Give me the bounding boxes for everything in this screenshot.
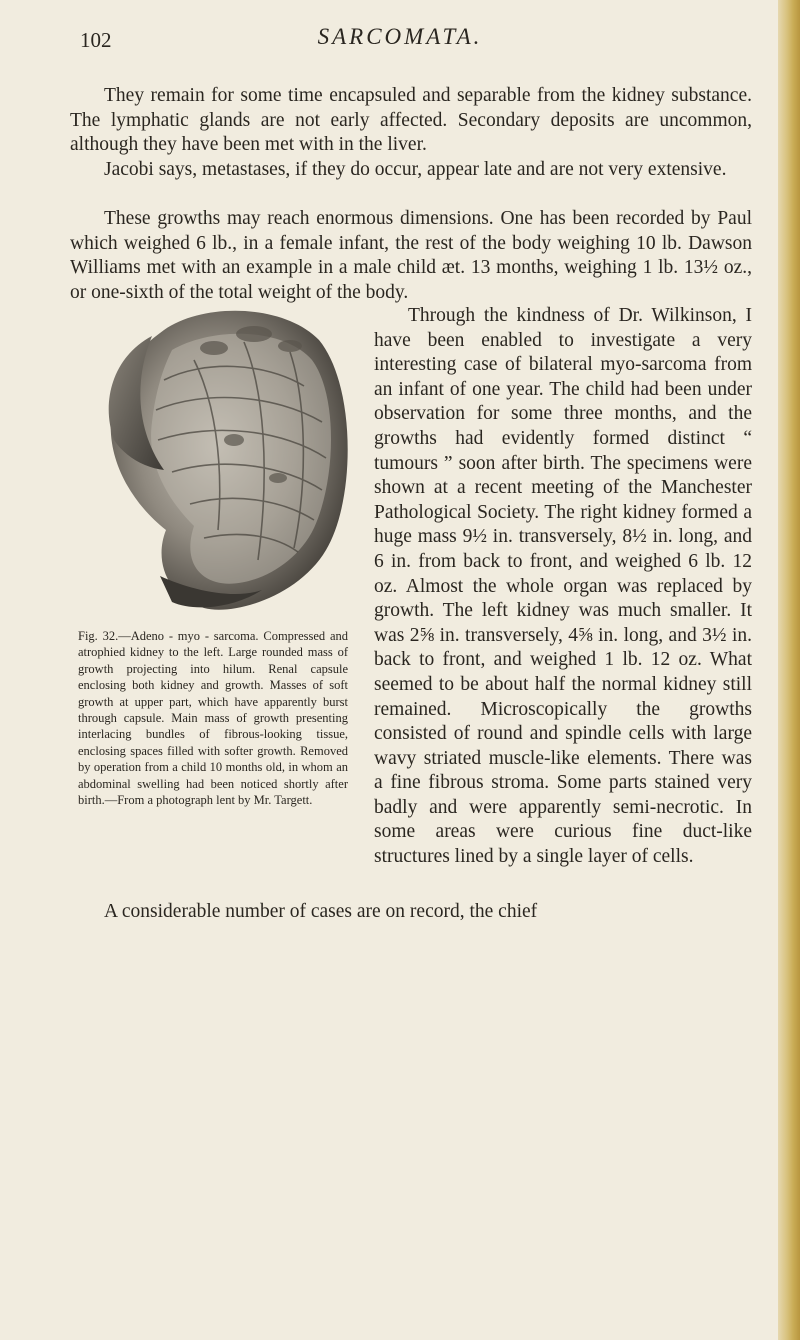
figure-caption-text: —Adeno - myo - sarcoma. Compressed and atrophied kidney to the left. Large rounded mass of growth projecting into hilum. Renal capsule enclosing both kidney and growth. Masses of soft growth at upper part, which have apparently burst through capsule. Main mass of growth presenting interlacing bundles of fibrous-looking tissue, enclosing spaces filled with softer growth. Removed by operation from a child 10 months old, in whom an abdominal swelling had been noticed shortly after birth.—From a photograph lent by Mr. Targett. xyxy=(78,629,348,808)
paragraph-cases-on-record: A considerable number of cases are on record, the chief xyxy=(104,901,538,922)
page-header xyxy=(80,24,720,54)
paragraph-jacobi: Jacobi says, metastases, if they do occur, appear late and are not very extensive. xyxy=(104,159,727,180)
figure-label: Fig. 32. xyxy=(78,629,119,643)
book-spine-edge xyxy=(778,0,800,1340)
paragraph-wilkinson-case: Through the kindness of Dr. Wilkinson, I have been enabled to investigate a very interesting case of bilateral myo-sarcoma from an infant of one year. The child had been under observation for some three months, and the growths had evidently formed distinct “ tumours ” soon after birth. The specimens were shown at a recent meeting of the Manchester Pathological Society. The right kidney formed a huge mass 9½ in. transversely, 8½ in. long, and 6 in. from back to front, and weighed 6 lb. 12 oz. Almost the whole organ was replaced by growth. The left kidney was much smaller. It was 2⅝ in. transversely, 4⅝ in. long, and 3½ in. back to front, and weighed 1 lb. 12 oz. What seemed to be about half the normal kidney still remained. Microscopically the growths consisted of round and spindle cells with large wavy striated muscle-like elements. There was a fine fibrous stroma. Some parts stained very badly and were apparently semi-necrotic. In some areas were curious fine duct-like structures lined by a single layer of cells. xyxy=(374,305,752,868)
running-title: SARCOMATA. xyxy=(317,24,483,49)
kidney-specimen-illustration xyxy=(94,290,356,620)
paragraph-growth-dimensions: These growths may reach enormous dimensions. One has been recorded by Paul which weighed 6 lb., in a female infant, the rest of the body weighing 10 lb. Dawson Williams met with an example in a male child æt. 13 months, weighing 1 lb. 13½ oz., or one-sixth of the total weight of the body. xyxy=(70,208,752,303)
page-number: 102 xyxy=(80,28,112,52)
figure-caption xyxy=(78,628,348,808)
paragraph-secondary-deposits: They remain for some time encapsuled and separable from the kidney substance. The lymphatic glands are not early affected. Secondary deposits are uncommon, although they have been met with in the liver. xyxy=(70,85,752,156)
